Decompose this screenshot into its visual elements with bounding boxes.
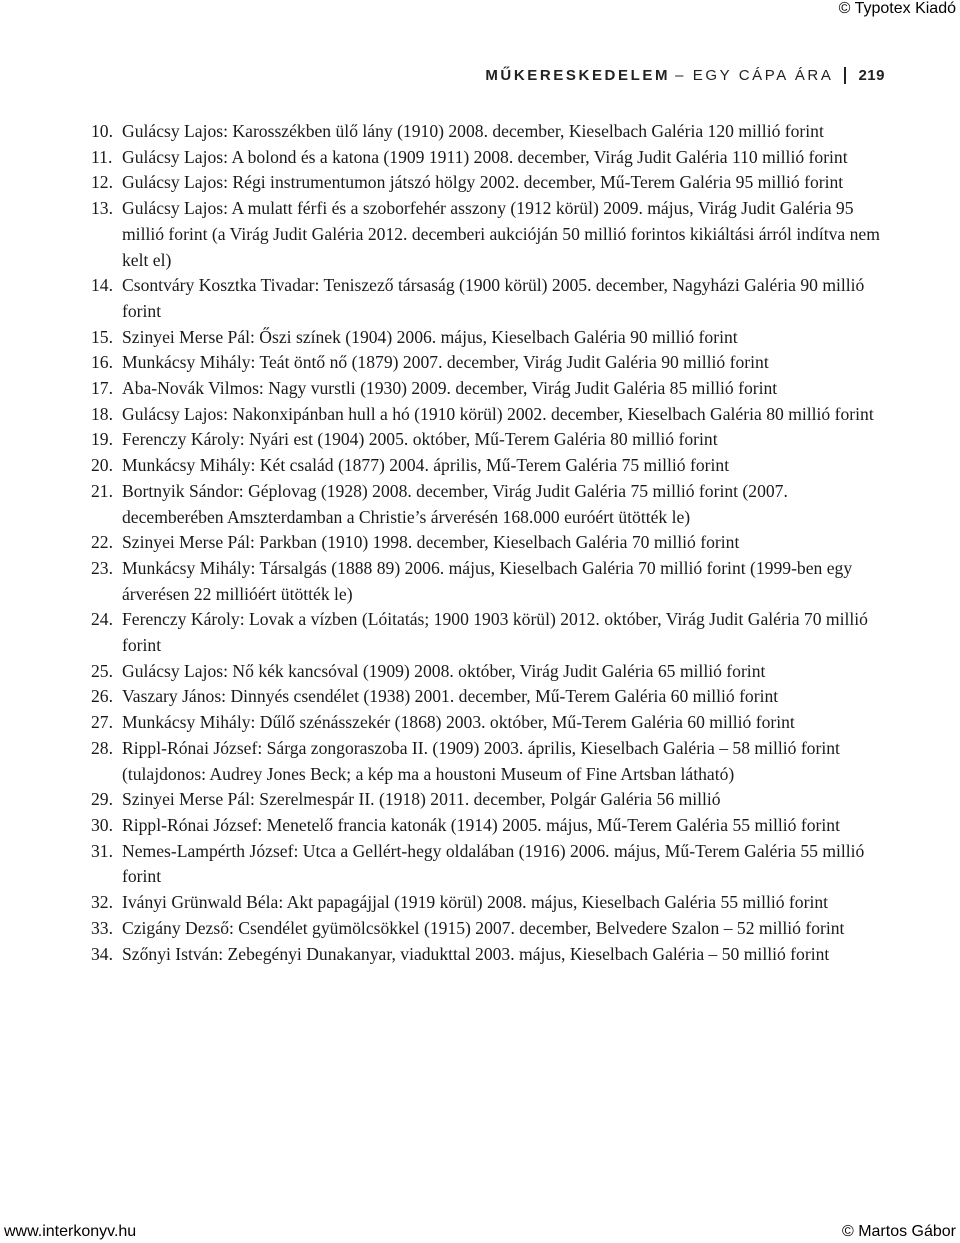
list-item bbox=[91, 350, 887, 376]
item-number: 17. bbox=[91, 378, 113, 399]
list-item bbox=[91, 145, 887, 171]
item-text: Rippl-Rónai József: Sárga zongoraszoba II. (1909) 2003. április, Kieselbach Galéria – 58 millió forint (tulajdonos: Audrey Jones Beck; a kép ma a houstoni Museum of Fine Artsban látható) bbox=[122, 737, 840, 784]
item-text: Ferenczy Károly: Lovak a vízben (Lóitatás; 1900 1903 körül) 2012. október, Virág Judit Galéria 70 millió forint bbox=[122, 609, 868, 656]
item-number: 14. bbox=[91, 275, 113, 296]
item-number: 16. bbox=[91, 352, 113, 373]
item-text: Vaszary János: Dinnyés csendélet (1938) 2001. december, Mű-Terem Galéria 60 millió forint bbox=[122, 686, 779, 707]
item-text: Munkácsy Mihály: Dűlő szénásszekér (1868) 2003. október, Mű-Terem Galéria 60 millió forint bbox=[122, 712, 795, 733]
item-text: Bortnyik Sándor: Géplovag (1928) 2008. december, Virág Judit Galéria 75 millió forint (2007. decemberében Amszterdamban a Christie’s árverésén 168.000 euróért ütötték le) bbox=[122, 480, 788, 527]
list-item bbox=[91, 659, 887, 685]
item-text: Munkácsy Mihály: Társalgás (1888 89) 2006. május, Kieselbach Galéria 70 millió forint (1999-ben egy árverésen 22 millióért ütötték le) bbox=[122, 557, 853, 604]
item-number: 29. bbox=[91, 789, 113, 810]
item-number: 22. bbox=[91, 532, 113, 553]
item-number: 23. bbox=[91, 557, 113, 578]
item-text: Ferenczy Károly: Nyári est (1904) 2005. október, Mű-Terem Galéria 80 millió forint bbox=[122, 429, 718, 450]
section-title: MŰKERESKEDELEM bbox=[485, 66, 671, 84]
list-item bbox=[91, 376, 887, 402]
item-text: Gulácsy Lajos: Régi instrumentumon játszó hölgy 2002. december, Mű-Terem Galéria 95 millió forint bbox=[122, 172, 844, 193]
running-head bbox=[485, 64, 885, 86]
item-number: 11. bbox=[91, 146, 113, 167]
item-number: 18. bbox=[91, 403, 113, 424]
list-item bbox=[91, 736, 887, 787]
item-number: 20. bbox=[91, 455, 113, 476]
list-item bbox=[91, 684, 887, 710]
list-item bbox=[91, 402, 887, 428]
item-number: 10. bbox=[91, 121, 113, 141]
website-link[interactable]: www.interkonyv.hu bbox=[4, 1223, 137, 1240]
item-text: Czigány Dezső: Csendélet gyümölcsökkel (1915) 2007. december, Belvedere Szalon – 52 millió forint bbox=[122, 917, 845, 938]
item-number: 19. bbox=[91, 429, 113, 450]
list-item bbox=[91, 839, 887, 890]
list-item bbox=[91, 273, 887, 324]
list-item bbox=[91, 942, 887, 968]
list-item bbox=[91, 119, 887, 145]
list-item bbox=[91, 556, 887, 607]
item-text: Aba-Novák Vilmos: Nagy vurstli (1930) 2009. december, Virág Judit Galéria 85 millió forint bbox=[122, 378, 778, 399]
item-number: 28. bbox=[91, 737, 113, 758]
item-number: 21. bbox=[91, 480, 113, 501]
item-text: Iványi Grünwald Béla: Akt papagájjal (1919 körül) 2008. május, Kieselbach Galéria 55 millió forint bbox=[122, 892, 829, 913]
item-text: Gulácsy Lajos: Nő kék kancsóval (1909) 2008. október, Virág Judit Galéria 65 millió forint bbox=[122, 660, 766, 681]
item-number: 32. bbox=[91, 892, 113, 913]
item-text: Szőnyi István: Zebegényi Dunakanyar, viadukttal 2003. május, Kieselbach Galéria – 50 millió forint bbox=[122, 943, 830, 964]
item-number: 30. bbox=[91, 814, 113, 835]
list-item bbox=[91, 607, 887, 658]
artwork-price-list bbox=[91, 119, 887, 967]
item-number: 15. bbox=[91, 326, 113, 347]
copyright-publisher: © Typotex Kiadó bbox=[838, 0, 956, 17]
item-number: 24. bbox=[91, 609, 113, 630]
item-text: Nemes-Lampérth József: Utca a Gellért-hegy oldalában (1916) 2006. május, Mű-Terem Galéria 55 millió forint bbox=[122, 840, 865, 887]
list-item bbox=[91, 710, 887, 736]
item-number: 33. bbox=[91, 917, 113, 938]
section-subtitle: – EGY CÁPA ÁRA bbox=[675, 66, 834, 84]
item-number: 31. bbox=[91, 840, 113, 861]
item-number: 34. bbox=[91, 943, 113, 964]
item-text: Rippl-Rónai József: Menetelő francia katonák (1914) 2005. május, Mű-Terem Galéria 55 millió forint bbox=[122, 814, 840, 835]
item-text: Gulácsy Lajos: Nakonxipánban hull a hó (1910 körül) 2002. december, Kieselbach Galéria 80 millió forint bbox=[122, 403, 874, 424]
list-item bbox=[91, 325, 887, 351]
item-number: 12. bbox=[91, 172, 113, 193]
item-text: Gulácsy Lajos: Karosszékben ülő lány (1910) 2008. december, Kieselbach Galéria 120 millió forint bbox=[122, 121, 824, 141]
list-item bbox=[91, 453, 887, 479]
list-item bbox=[91, 530, 887, 556]
item-number: 25. bbox=[91, 660, 113, 681]
item-text: Szinyei Merse Pál: Őszi színek (1904) 2006. május, Kieselbach Galéria 90 millió forint bbox=[122, 326, 738, 347]
item-text: Munkácsy Mihály: Teát öntő nő (1879) 2007. december, Virág Judit Galéria 90 millió forint bbox=[122, 352, 769, 373]
list-item bbox=[91, 196, 887, 273]
list-item bbox=[91, 170, 887, 196]
item-number: 13. bbox=[91, 198, 113, 219]
header-divider bbox=[844, 67, 846, 84]
item-text: Szinyei Merse Pál: Parkban (1910) 1998. december, Kieselbach Galéria 70 millió forint bbox=[122, 532, 740, 553]
item-number: 26. bbox=[91, 686, 113, 707]
item-text: Gulácsy Lajos: A bolond és a katona (1909 1911) 2008. december, Virág Judit Galéria 110 millió forint bbox=[122, 146, 848, 167]
page-number: 219 bbox=[858, 66, 885, 84]
item-text: Szinyei Merse Pál: Szerelmespár II. (1918) 2011. december, Polgár Galéria 56 millió bbox=[122, 789, 721, 810]
item-text: Gulácsy Lajos: A mulatt férfi és a szoborfehér asszony (1912 körül) 2009. május, Virág Judit Galéria 95 millió forint (a Virág Judit Galéria 2012. decemberi aukcióján 50 millió forintos kikiáltási árról indítva nem kelt el) bbox=[122, 198, 880, 270]
item-text: Csontváry Kosztka Tivadar: Teniszező társaság (1900 körül) 2005. december, Nagyházi Galéria 90 millió forint bbox=[122, 275, 865, 321]
list-item bbox=[91, 916, 887, 942]
item-number: 27. bbox=[91, 712, 113, 733]
list-item bbox=[91, 890, 887, 916]
list-item bbox=[91, 787, 887, 813]
list-item bbox=[91, 427, 887, 453]
copyright-author: © Martos Gábor bbox=[841, 1223, 956, 1240]
item-text: Munkácsy Mihály: Két család (1877) 2004. április, Mű-Terem Galéria 75 millió forint bbox=[122, 455, 730, 476]
list-item bbox=[91, 479, 887, 530]
list-item bbox=[91, 813, 887, 839]
